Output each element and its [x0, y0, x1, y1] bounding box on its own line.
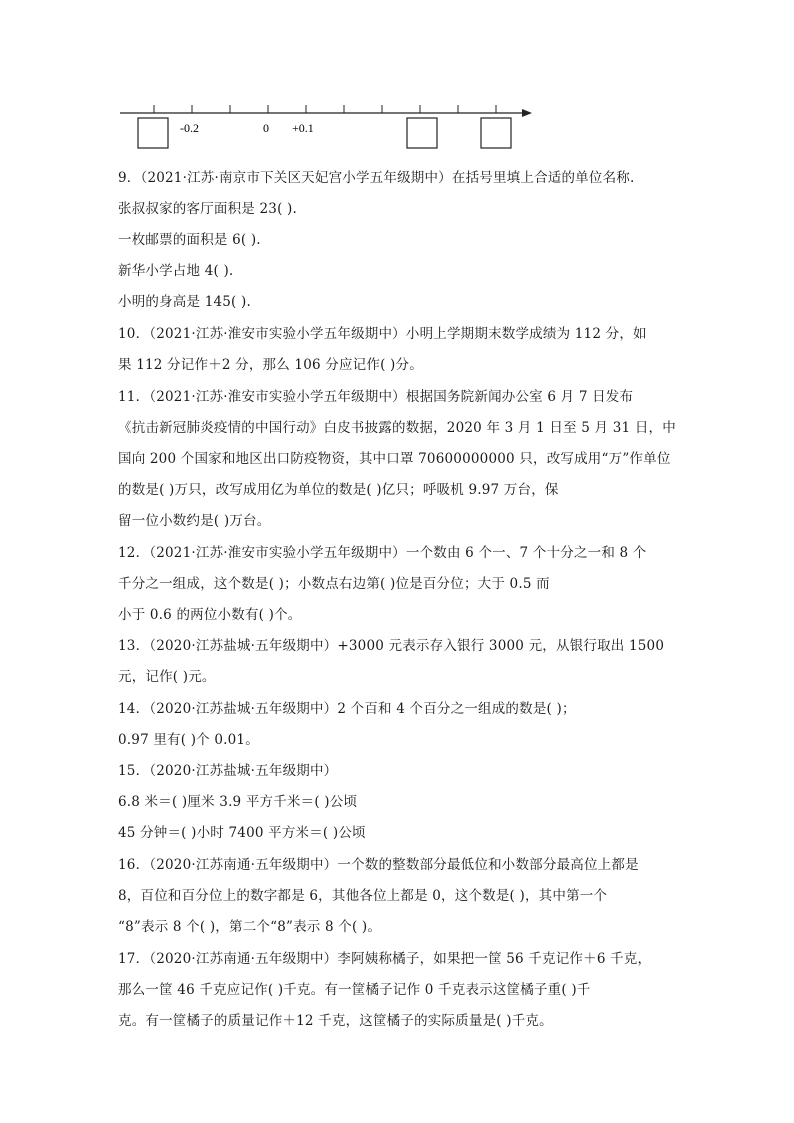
- answer-box[interactable]: [138, 118, 168, 148]
- answer-box[interactable]: [481, 118, 511, 148]
- q11-line: 国向 200 个国家和地区出口防疫物资，其中口罩 70600000000 只，改写成用“万”作单位: [118, 451, 671, 467]
- q15-line: 45 分钟＝( )小时 7400 平方米＝( )公顷: [118, 825, 366, 841]
- q11-stem: 11．（2021·江苏·淮安市实验小学五年级期中）根据国务院新闻办公室 6 月 7 日发布: [118, 389, 634, 405]
- q14-stem: 14．（2020·江苏盐城·五年级期中）2 个百和 4 个百分之一组成的数是( )；: [118, 701, 576, 717]
- q14-line: 0.97 里有( )个 0.01。: [118, 732, 259, 748]
- q11-line: 留一位小数约是( )万台。: [118, 513, 271, 529]
- q12-line: 千分之一组成，这个数是( )；小数点右边第( )位是百分位；大于 0.5 而: [118, 576, 550, 592]
- tick-label: +0.1: [292, 121, 314, 135]
- q12-stem: 12．（2021·江苏·淮安市实验小学五年级期中）一个数由 6 个一、7 个十分之一和 8 个: [118, 545, 647, 561]
- q11-line: 《抗击新冠肺炎疫情的中国行动》白皮书披露的数据，2020 年 3 月 1 日至 5 月 31 日，中: [118, 420, 676, 436]
- q16-stem: 16．（2020·江苏南通·五年级期中）一个数的整数部分最低位和小数部分最高位上都是: [118, 857, 639, 873]
- q15-stem: 15．（2020·江苏盐城·五年级期中）: [118, 763, 338, 779]
- tick-label: -0.2: [180, 121, 199, 135]
- q13-stem: 13．（2020·江苏盐城·五年级期中）+3000 元表示存入银行 3000 元，从银行取出 1500: [118, 638, 665, 654]
- tick-label: 0: [263, 121, 269, 135]
- q9-stem: 9．（2021·江苏·南京市下关区天妃宫小学五年级期中）在括号里填上合适的单位名称.: [118, 170, 635, 186]
- number-line-arrow: [522, 109, 532, 117]
- q16-line: “8”表示 8 个( )，第二个“8”表示 8 个( )。: [118, 919, 382, 935]
- q16-line: 8，百位和百分位上的数字都是 6，其他各位上都是 0，这个数是( )，其中第一个: [118, 888, 608, 904]
- q17-line: 那么一筐 46 千克应记作( )千克。有一筐橘子记作 0 千克表示这筐橘子重( )千: [118, 982, 591, 998]
- q11-line: 的数是( )万只，改写成用亿为单位的数是( )亿只；呼吸机 9.97 万台，保: [118, 482, 559, 498]
- q9-line: 新华小学占地 4( ).: [118, 263, 234, 279]
- q17-stem: 17．（2020·江苏南通·五年级期中）李阿姨称橘子，如果把一筐 56 千克记作＋6 千克，: [118, 951, 652, 967]
- q10-stem: 10．（2021·江苏·淮安市实验小学五年级期中）小明上学期期末数学成绩为 112 分，如: [118, 326, 647, 342]
- q15-line: 6.8 米＝( )厘米 3.9 平方千米＝( )公顷: [118, 794, 358, 810]
- number-line-figure: [118, 95, 538, 155]
- q9-line: 小明的身高是 145( ).: [118, 294, 251, 310]
- q17-line: 克。有一筐橘子的质量记作＋12 千克，这筐橘子的实际质量是( )千克。: [118, 1013, 553, 1029]
- q9-line: 一枚邮票的面积是 6( ).: [118, 232, 261, 248]
- q9-line: 张叔叔家的客厅面积是 23( ).: [118, 201, 297, 217]
- answer-box[interactable]: [407, 118, 437, 148]
- q13-line: 元，记作( )元。: [118, 669, 216, 685]
- number-line-svg: [118, 95, 538, 155]
- q10-line: 果 112 分记作＋2 分，那么 106 分应记作( )分。: [118, 357, 423, 373]
- q12-line: 小于 0.6 的两位小数有( )个。: [118, 607, 302, 623]
